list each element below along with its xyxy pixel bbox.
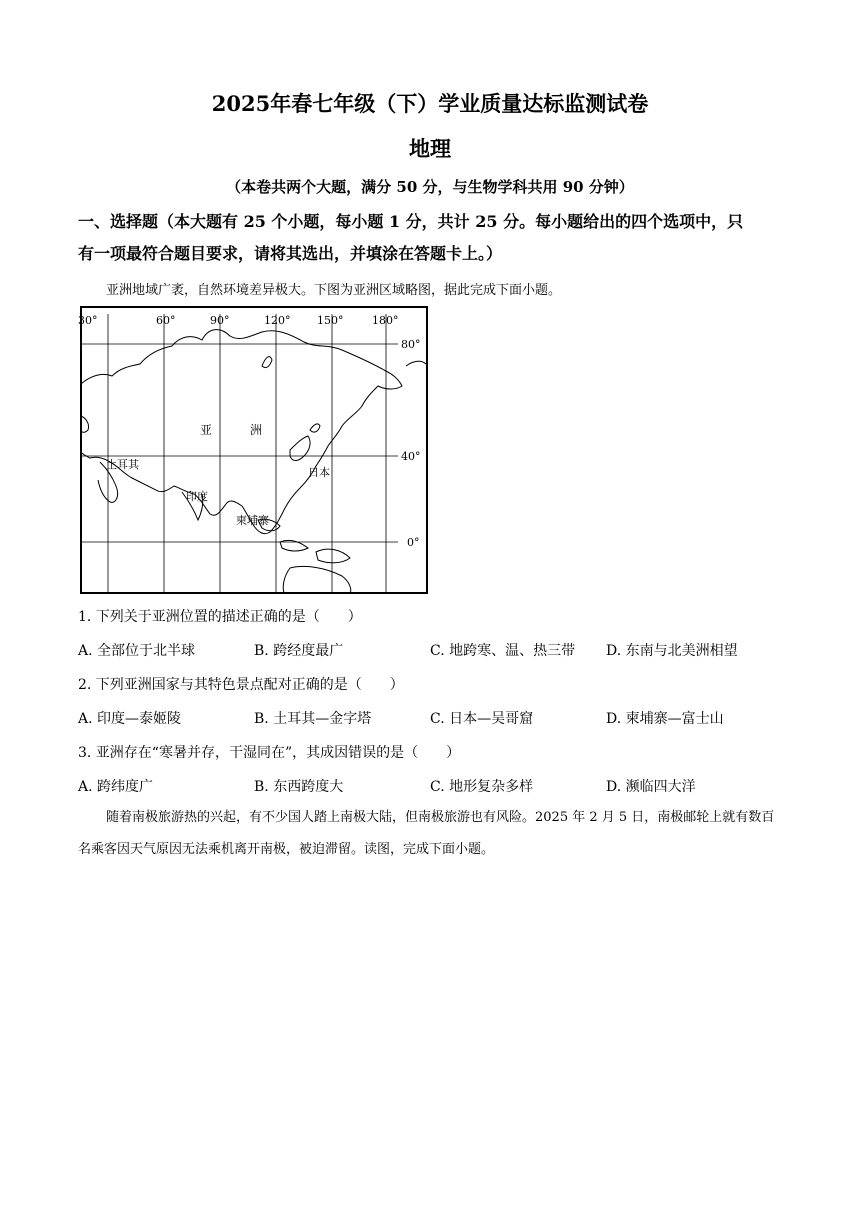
map-label-cambodia: 柬埔寨 [236, 514, 269, 527]
map-label-asia-1: 亚 [200, 423, 213, 437]
lon-label-30: 30° [78, 314, 98, 327]
question-3-option-a[interactable]: A. 跨纬度广 [78, 779, 154, 795]
question-1-stem: 1. 下列关于亚洲位置的描述正确的是（ ） [78, 609, 362, 625]
exam-title: 2025年春七年级（下）学业质量达标监测试卷 [211, 91, 649, 116]
map-label-turkey: 土耳其 [106, 458, 139, 471]
exam-note: （本卷共两个大题，满分 50 分，与生物学科共用 90 分钟） [226, 178, 634, 196]
question-1-option-c[interactable]: C. 地跨寒、温、热三带 [430, 643, 576, 659]
lat-label-80: 80° [401, 338, 421, 351]
lon-label-150: 150° [317, 314, 344, 327]
lon-label-180: 180° [372, 314, 399, 327]
map-frame [81, 307, 427, 593]
question-1-option-d[interactable]: D. 东南与北美洲相望 [606, 643, 738, 659]
question-2-option-b[interactable]: B. 土耳其—金字塔 [254, 711, 372, 727]
section-heading-line1: 一、选择题（本大题有 25 个小题，每小题 1 分，共计 25 分。每小题给出的四个选项中，只 [78, 212, 744, 231]
question-3-option-b[interactable]: B. 东西跨度大 [254, 779, 344, 795]
question-2-option-c[interactable]: C. 日本—吴哥窟 [430, 711, 534, 727]
question-3-option-d[interactable]: D. 濒临四大洋 [606, 779, 696, 795]
asia-map [80, 306, 428, 594]
intro-text: 亚洲地域广袤，自然环境差异极大。下图为亚洲区域略图，据此完成下面小题。 [106, 283, 562, 298]
question-2-option-d[interactable]: D. 柬埔寨—富士山 [606, 711, 724, 727]
section-heading-line2: 有一项最符合题目要求，请将其选出，并填涂在答题卡上。） [78, 244, 503, 263]
question-1-option-a[interactable]: A. 全部位于北半球 [78, 643, 196, 659]
question-3-option-c[interactable]: C. 地形复杂多样 [430, 779, 534, 795]
map-label-asia-2: 洲 [250, 423, 263, 437]
question-1-option-b[interactable]: B. 跨经度最广 [254, 643, 344, 659]
question-2-stem: 2. 下列亚洲国家与其特色景点配对正确的是（ ） [78, 677, 404, 693]
lon-label-90: 90° [210, 314, 230, 327]
lon-label-120: 120° [264, 314, 291, 327]
lat-label-0: 0° [407, 536, 420, 549]
map-label-india: 印度 [186, 490, 208, 503]
lon-label-60: 60° [156, 314, 176, 327]
subject-title: 地理 [409, 136, 451, 161]
antarctica-intro-text: 随着南极旅游热的兴起，有不少国人踏上南极大陆，但南极旅游也有风险。2025 年 2 月 5 日，南极邮轮上就有数百名乘客因天气原因无法乘机离开南极，被迫滞留。读图，完成下面小题。 [78, 810, 775, 857]
question-3-stem: 3. 亚洲存在“寒暑并存，干湿同在”，其成因错误的是（ ） [78, 745, 461, 761]
lat-label-40: 40° [401, 450, 421, 463]
question-2-option-a[interactable]: A. 印度—泰姬陵 [78, 711, 182, 727]
map-label-japan: 日本 [308, 466, 330, 479]
